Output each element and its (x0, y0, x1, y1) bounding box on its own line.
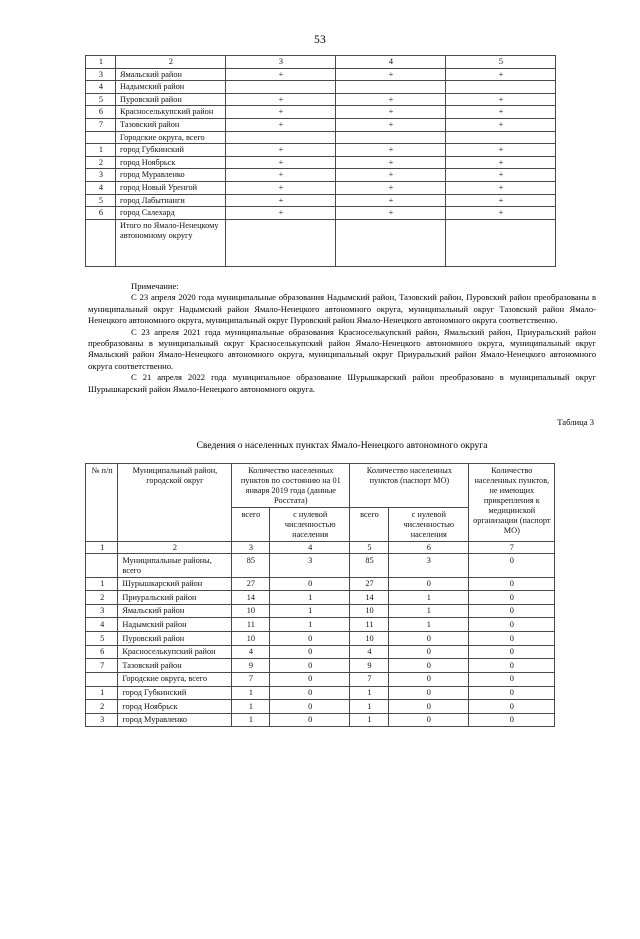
header-passport-group: Количество населенных пунктов (паспорт МО) (350, 464, 469, 508)
row-name: Шурышкарский район (118, 577, 231, 591)
page-number: 53 (314, 34, 326, 46)
row-no: 6 (86, 645, 118, 659)
row-c5: + (446, 182, 556, 195)
row-c3: 9 (231, 659, 270, 673)
notes-section (88, 281, 596, 395)
row-name: город Ноябрьск (116, 156, 226, 169)
row-c3 (226, 81, 336, 94)
table-row-total (86, 219, 556, 266)
table-row (86, 194, 556, 207)
row-c7: 0 (468, 604, 554, 618)
row-c3: + (226, 144, 336, 157)
row-c4: + (336, 194, 446, 207)
row-no: 7 (86, 119, 116, 132)
row-no: 2 (86, 700, 118, 714)
row-name: Надымский район (116, 81, 226, 94)
header-no: № п/п (86, 464, 118, 542)
row-c5: 1 (350, 713, 389, 727)
row-c6: 0 (388, 632, 468, 646)
table2-body (86, 464, 555, 727)
col-num-2: 2 (118, 541, 231, 554)
row-c5: 14 (350, 591, 389, 605)
row-c4 (336, 131, 446, 144)
table-row (86, 686, 555, 700)
table-row (86, 93, 556, 106)
row-name: Пуровский район (116, 93, 226, 106)
table-row-column-numbers (86, 56, 556, 69)
table2-header-row-1 (86, 464, 555, 508)
row-no: 5 (86, 194, 116, 207)
row-c6: 1 (388, 591, 468, 605)
row-c5: + (446, 194, 556, 207)
row-c3: 1 (231, 686, 270, 700)
row-c5: + (446, 68, 556, 81)
row-no: 6 (86, 106, 116, 119)
header-total-2: всего (350, 507, 389, 541)
table-row (86, 672, 555, 686)
row-c3: + (226, 119, 336, 132)
row-c3: + (226, 156, 336, 169)
row-no: 6 (86, 207, 116, 220)
row-no (86, 554, 118, 577)
row-c5 (446, 81, 556, 94)
table-row (86, 713, 555, 727)
row-c4 (336, 219, 446, 266)
row-c3: + (226, 182, 336, 195)
row-c3: + (226, 68, 336, 81)
row-c5: 7 (350, 672, 389, 686)
row-c6: 0 (388, 700, 468, 714)
header-rosstat-group: Количество населенных пунктов по состоянию на 01 января 2019 года (данные Росстата) (231, 464, 350, 508)
header-no-med-group: Количество населенных пунктов, не имеющих прикрепления к медицинской организации (паспорт МО) (468, 464, 554, 542)
table2-row-column-numbers (86, 541, 555, 554)
row-name: город Новый Уренгой (116, 182, 226, 195)
table-row (86, 591, 555, 605)
table-row (86, 81, 556, 94)
row-c5: + (446, 119, 556, 132)
row-no: 3 (86, 713, 118, 727)
row-c3: 4 (231, 645, 270, 659)
row-no: 7 (86, 659, 118, 673)
row-c4: + (336, 144, 446, 157)
table-row (86, 182, 556, 195)
row-name: город Ноябрьск (118, 700, 231, 714)
row-name: город Муравленко (116, 169, 226, 182)
row-c4: 1 (270, 591, 350, 605)
row-c5: + (446, 106, 556, 119)
row-no: 4 (86, 182, 116, 195)
notes-paragraph-1: С 23 апреля 2020 года муниципальные образования Надымский район, Тазовский район, Пуровский район преобразованы в муниципальный округ Надымский район Ямало-Ненецкого автономного округа, муниципальный округ Тазовский район Ямало-Ненецкого автономного округа, муниципальный округ Пуровский район Ямало-Ненецкого автономного округа соответственно. (88, 292, 596, 326)
row-no: 3 (86, 604, 118, 618)
document-page (0, 34, 640, 939)
col-num-7: 7 (468, 541, 554, 554)
col-num-5: 5 (350, 541, 389, 554)
row-c4: 0 (270, 577, 350, 591)
row-c5: 11 (350, 618, 389, 632)
col-num-3: 3 (231, 541, 270, 554)
row-no (86, 672, 118, 686)
row-no: 2 (86, 591, 118, 605)
row-no: 5 (86, 632, 118, 646)
row-c5: 1 (350, 700, 389, 714)
row-c5 (446, 219, 556, 266)
row-c5: + (446, 156, 556, 169)
row-no (86, 131, 116, 144)
row-name: Красноселькупский район (118, 645, 231, 659)
row-c5: 9 (350, 659, 389, 673)
row-c4: 0 (270, 672, 350, 686)
row-c6: 0 (388, 645, 468, 659)
row-name: город Салехард (116, 207, 226, 220)
table-municipalities-checkmarks (85, 55, 556, 267)
row-c5: 85 (350, 554, 389, 577)
col-num-3: 3 (226, 56, 336, 69)
row-name: Ямальский район (118, 604, 231, 618)
row-c4 (336, 81, 446, 94)
row-c5: + (446, 169, 556, 182)
row-c3: + (226, 169, 336, 182)
table-title: Сведения о населенных пунктах Ямало-Ненецкого автономного округа (196, 440, 488, 452)
row-c4: 1 (270, 618, 350, 632)
table-row (86, 659, 555, 673)
row-c4: + (336, 207, 446, 220)
table-row (86, 106, 556, 119)
row-no: 1 (86, 577, 118, 591)
row-c7: 0 (468, 645, 554, 659)
row-name: Тазовский район (118, 659, 231, 673)
row-c3 (226, 131, 336, 144)
row-name: город Муравленко (118, 713, 231, 727)
row-c3: + (226, 93, 336, 106)
row-c3: + (226, 106, 336, 119)
col-num-4: 4 (270, 541, 350, 554)
row-c3: 1 (231, 713, 270, 727)
row-c7: 0 (468, 632, 554, 646)
table-row (86, 119, 556, 132)
row-c4: + (336, 106, 446, 119)
row-c7: 0 (468, 618, 554, 632)
row-c3: 27 (231, 577, 270, 591)
row-name: Муниципальные районы, всего (118, 554, 231, 577)
row-c5 (446, 131, 556, 144)
row-name: Пуровский район (118, 632, 231, 646)
row-c7: 0 (468, 577, 554, 591)
row-name: Городские округа, всего (116, 131, 226, 144)
row-c4: 1 (270, 604, 350, 618)
table-row (86, 169, 556, 182)
row-c5: + (446, 144, 556, 157)
col-num-1: 1 (86, 56, 116, 69)
row-c4: + (336, 156, 446, 169)
col-num-5: 5 (446, 56, 556, 69)
row-c7: 0 (468, 591, 554, 605)
row-c6: 0 (388, 713, 468, 727)
table-row (86, 632, 555, 646)
col-num-2: 2 (116, 56, 226, 69)
row-name: Ямальский район (116, 68, 226, 81)
row-c7: 0 (468, 700, 554, 714)
table-settlements (85, 463, 555, 727)
table-row (86, 604, 555, 618)
table-row (86, 156, 556, 169)
row-c4: 0 (270, 713, 350, 727)
row-c4: 0 (270, 700, 350, 714)
row-c7: 0 (468, 713, 554, 727)
table-row (86, 554, 555, 577)
row-name: Надымский район (118, 618, 231, 632)
row-no: 4 (86, 618, 118, 632)
row-c6: 0 (388, 577, 468, 591)
row-no (86, 219, 116, 266)
col-num-1: 1 (86, 541, 118, 554)
row-no: 5 (86, 93, 116, 106)
row-c5: 4 (350, 645, 389, 659)
row-no: 3 (86, 68, 116, 81)
row-c5: + (446, 93, 556, 106)
row-c4: 3 (270, 554, 350, 577)
row-c6: 0 (388, 659, 468, 673)
row-no: 1 (86, 686, 118, 700)
row-c4: 0 (270, 645, 350, 659)
row-c3: + (226, 194, 336, 207)
row-no: 4 (86, 81, 116, 94)
col-num-4: 4 (336, 56, 446, 69)
row-c4: 0 (270, 632, 350, 646)
col-num-6: 6 (388, 541, 468, 554)
row-c4: 0 (270, 659, 350, 673)
row-c5: + (446, 207, 556, 220)
row-c7: 0 (468, 672, 554, 686)
notes-heading: Примечание: (131, 280, 179, 291)
header-zero-2: с нулевой численностью населения (388, 507, 468, 541)
notes-paragraph-3: С 21 апреля 2022 года муниципальное образование Шурышкарский район преобразовано в муниципальный округ Шурышкарский район Ямало-Ненецкого автономного округа. (88, 372, 596, 394)
row-no: 3 (86, 169, 116, 182)
row-c7: 0 (468, 686, 554, 700)
row-c4: 0 (270, 686, 350, 700)
table-label: Таблица 3 (557, 417, 594, 428)
row-name: город Губкинский (116, 144, 226, 157)
row-c6: 1 (388, 604, 468, 618)
row-c3: + (226, 207, 336, 220)
row-no: 2 (86, 156, 116, 169)
table-row (86, 577, 555, 591)
row-name: Красноселькупский район (116, 106, 226, 119)
header-total-1: всего (231, 507, 270, 541)
row-c3: 10 (231, 632, 270, 646)
table-row (86, 144, 556, 157)
row-c5: 27 (350, 577, 389, 591)
row-c3: 7 (231, 672, 270, 686)
row-name: Городские округа, всего (118, 672, 231, 686)
row-c4: + (336, 68, 446, 81)
table-row (86, 700, 555, 714)
row-c3: 11 (231, 618, 270, 632)
row-c7: 0 (468, 554, 554, 577)
row-c3: 14 (231, 591, 270, 605)
row-c5: 1 (350, 686, 389, 700)
table-row (86, 618, 555, 632)
row-c6: 3 (388, 554, 468, 577)
row-c4: + (336, 119, 446, 132)
row-c5: 10 (350, 604, 389, 618)
table-row (86, 68, 556, 81)
row-no: 1 (86, 144, 116, 157)
row-c5: 10 (350, 632, 389, 646)
row-name: город Губкинский (118, 686, 231, 700)
table1-body (86, 56, 556, 267)
header-zero-1: с нулевой численностью населения (270, 507, 350, 541)
row-c3: 1 (231, 700, 270, 714)
row-c4: + (336, 93, 446, 106)
row-name: город Лабытнанги (116, 194, 226, 207)
header-municipality: Муниципальный район, городской округ (118, 464, 231, 542)
row-c6: 1 (388, 618, 468, 632)
row-c6: 0 (388, 686, 468, 700)
row-c6: 0 (388, 672, 468, 686)
notes-paragraph-2: С 23 апреля 2021 года муниципальные образования Красноселькупский район, Ямальский район, Приуральский район преобразованы в муниципальный округ Красноселькупский район Ямало-Ненецкого автономного округа, муниципальный округ Ямальский район Ямало-Ненецкого автономного округа, муниципальный округ Приуральский район Ямало-Ненецкого автономного округа соответственно. (88, 326, 596, 371)
table-row (86, 131, 556, 144)
table-row (86, 645, 555, 659)
row-name: Итого по Ямало-Ненецкому автономному округу (116, 219, 226, 266)
row-name: Приуральский район (118, 591, 231, 605)
row-c3: 85 (231, 554, 270, 577)
row-c3 (226, 219, 336, 266)
row-name: Тазовский район (116, 119, 226, 132)
table-row (86, 207, 556, 220)
row-c4: + (336, 169, 446, 182)
row-c3: 10 (231, 604, 270, 618)
row-c4: + (336, 182, 446, 195)
row-c7: 0 (468, 659, 554, 673)
